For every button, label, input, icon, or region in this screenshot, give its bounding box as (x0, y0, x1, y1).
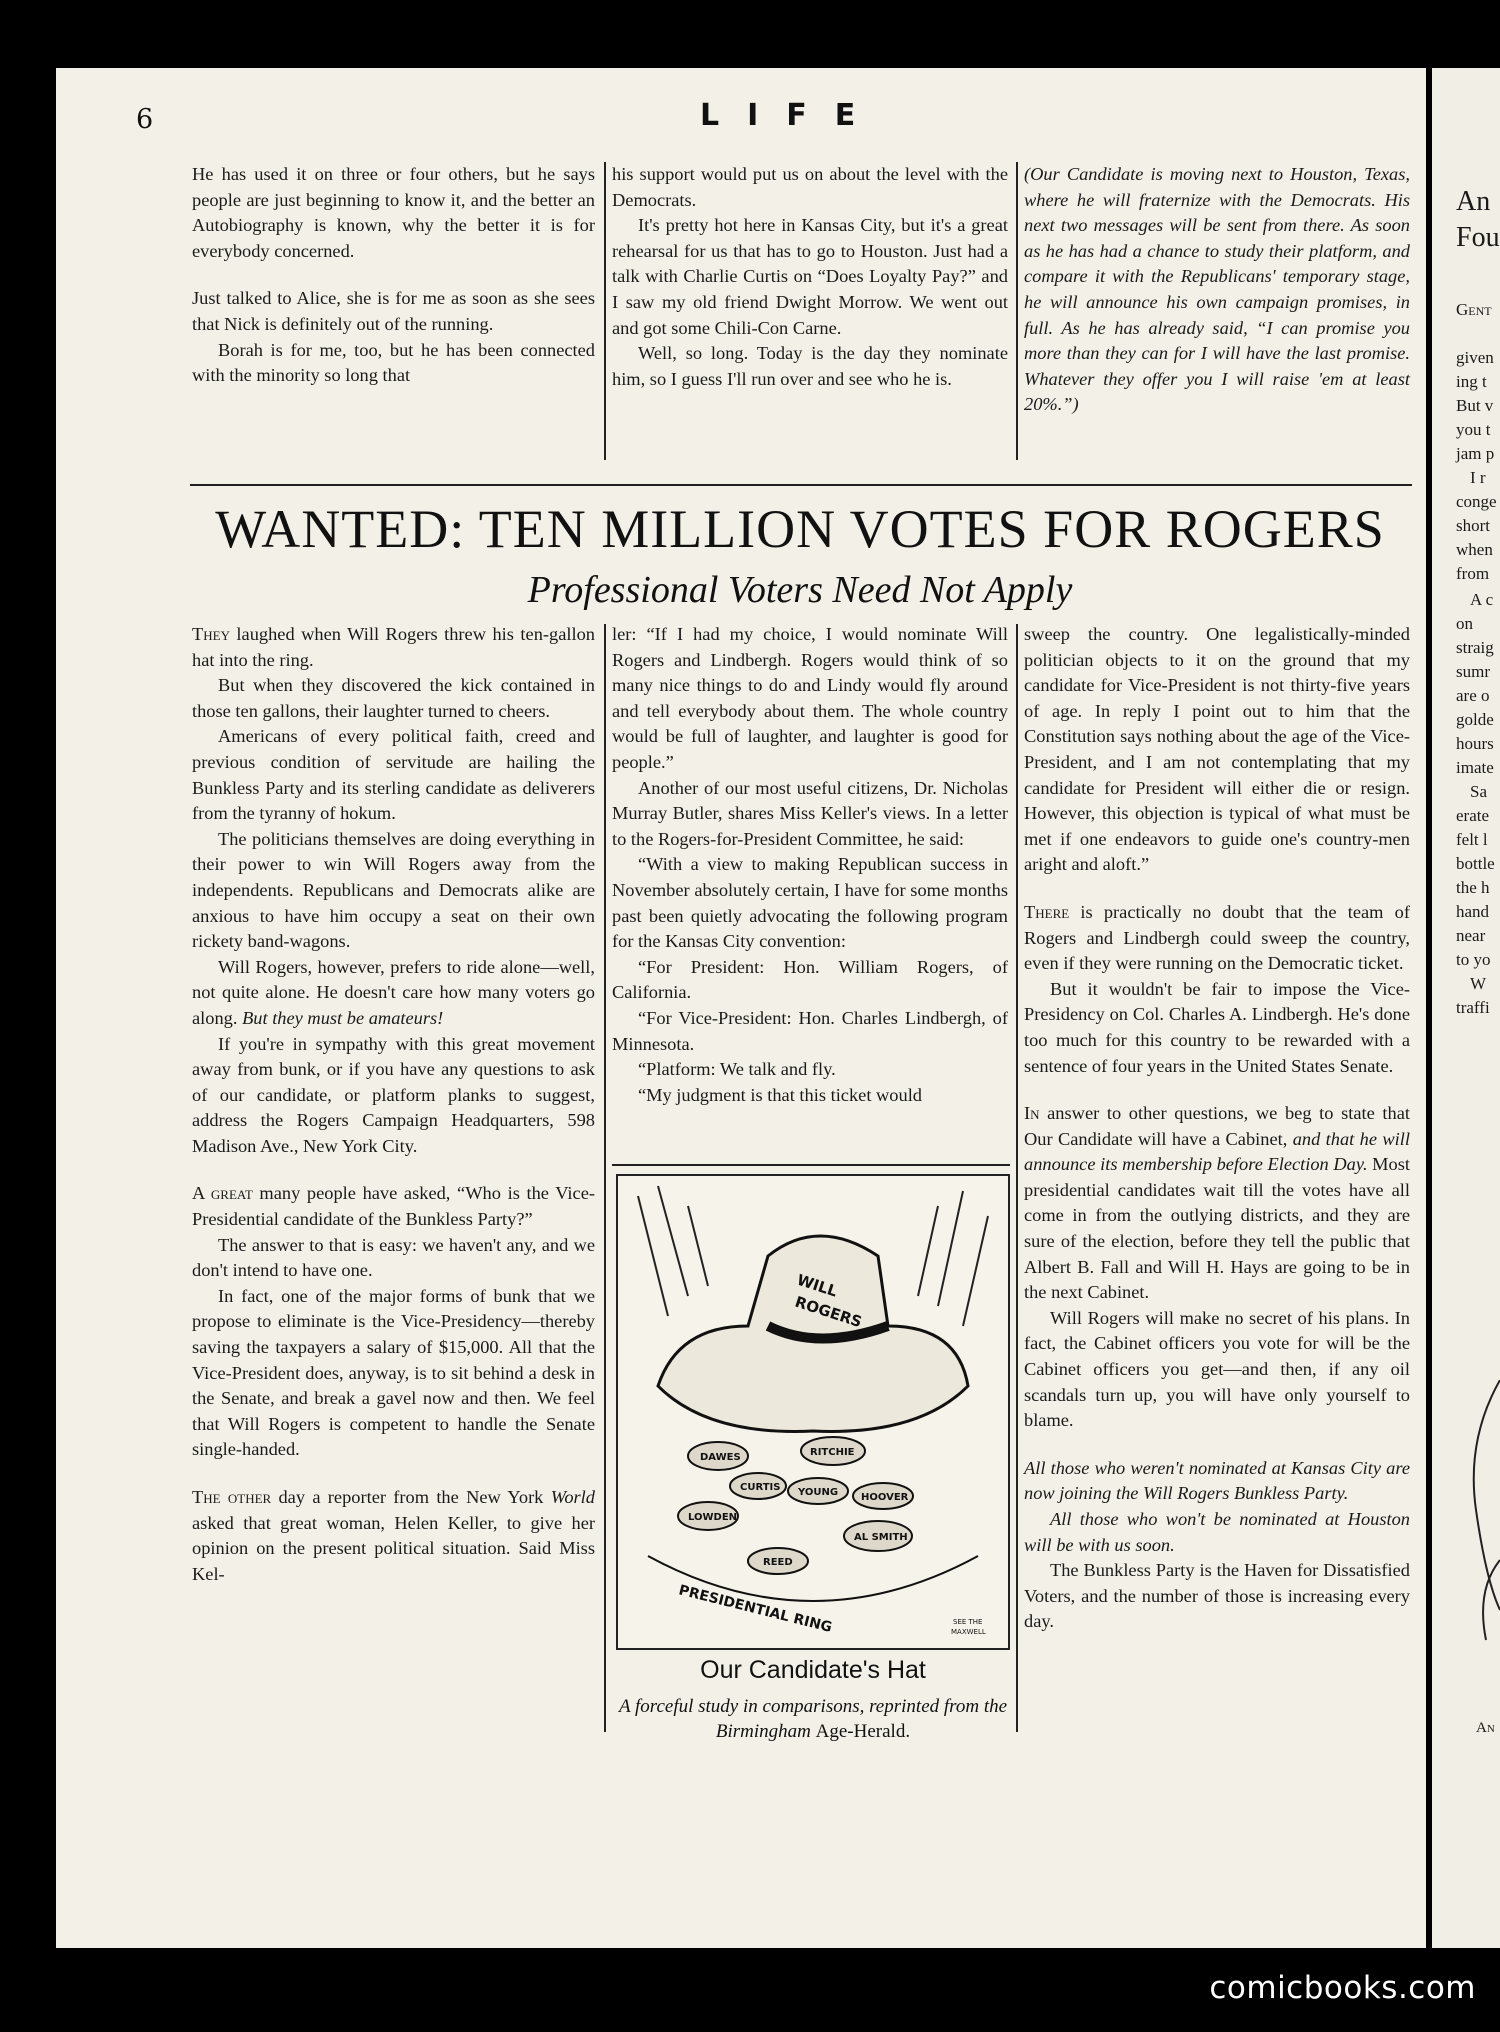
paragraph: In answer to other questions, we beg to state that Our Candidate will have a Cabinet, and that he will announce its membership before Election Day. Most presidential candidates wait till the votes have all come in from the outlying districts, and they are sure of the election, before they tell the public that Albert B. Fall and Will H. Hays are going to be in the next Cabinet. (1024, 1103, 1410, 1303)
right-page-line: Sa (1470, 782, 1487, 801)
small-hat-label: REED (763, 1557, 793, 1568)
cartoon-caption: A forceful study in comparisons, reprinted from the Birmingham Age-Herald. (618, 1696, 1008, 1742)
top-column-2 (612, 162, 1008, 392)
paragraph: Will Rogers will make no secret of his plans. In fact, the Cabinet officers you vote for will be the Cabinet officers you get—and then, if any oil scandals turn up, you will have only yourself to blame. (1024, 1307, 1410, 1431)
top-column-1 (192, 162, 595, 389)
small-hat-label: LOWDEN (688, 1512, 738, 1523)
paragraph: The answer to that is easy: we haven't any, and we don't intend to have one. (192, 1234, 595, 1281)
top-column-3 (1024, 162, 1410, 418)
motion-line (658, 1186, 688, 1296)
paragraph: sweep the country. One legalistically-minded politician objects to it on the ground that my candidate for Vice-President is not thirty-five years of age. In reply I point out to him that the Constitution says nothing about the age of the Vice-President, and I am not contemplating that my candidate for President will either die or resign. However, this objection is typical of what must be met if one endeavors to guide one's country-men aright and aloft.” (1024, 624, 1410, 875)
motion-line (918, 1206, 938, 1296)
right-page-line: hand (1456, 902, 1490, 921)
cartoon-illustration (616, 1174, 1010, 1650)
paragraph: Will Rogers, however, prefers to ride alone—well, not quite alone. He doesn't care how many voters go along. But they must be amateurs! (192, 956, 595, 1028)
cartoon-top-rule (612, 1164, 1010, 1166)
paragraph: “My judgment is that this ticket would (638, 1084, 923, 1105)
small-hat-label: CURTIS (740, 1482, 781, 1493)
paragraph: But when they discovered the kick contained in those ten gallons, their laughter turned to cheers. (192, 675, 595, 721)
motion-line (963, 1216, 988, 1326)
right-page-line: the h (1456, 878, 1490, 897)
article-column-1 (192, 622, 595, 1587)
cartoon-drawing (618, 1176, 1008, 1648)
right-page-line: But v (1456, 396, 1494, 415)
site-watermark: comicbooks.com (1209, 1970, 1476, 2006)
right-page-heading: Fou (1456, 222, 1500, 253)
paragraph: It's pretty hot here in Kansas City, but it's a great rehearsal for us that has to go to Houston. Just had a talk with Charlie Curtis on “Does Loyalty Pay?” and I saw my old friend Dwight Morrow. We went out and got some Chili-Con Carne. (612, 215, 1008, 338)
right-page-line: given (1456, 348, 1494, 367)
column-divider (1016, 624, 1018, 1732)
right-page-line: conge (1456, 492, 1497, 511)
right-page-line: A c (1470, 590, 1494, 609)
paragraph: Americans of every political faith, creed and previous condition of servitude are hailing the Bunkless Party and its sterling candidate as deliverers from the tyranny of hokum. (192, 726, 595, 824)
article-column-3 (1024, 622, 1410, 1635)
hat-label-line2: ROGERS (792, 1292, 865, 1332)
right-page-line: are o (1456, 686, 1490, 705)
paragraph: All those who won't be nominated at Houston will be with us soon. (1024, 1509, 1410, 1555)
small-hat-label: RITCHIE (810, 1447, 855, 1458)
right-page-line: I r (1470, 468, 1486, 487)
paragraph: If you're in sympathy with this great movement away from bunk, or if you have any questions to ask of our candidate, or platform planks to suggest, address the Rogers Campaign Headquarters, 598 Madison Ave., New York City. (192, 1033, 595, 1156)
motion-line (688, 1206, 708, 1286)
paragraph: A great many people have asked, “Who is the Vice-Presidential candidate of the Bunkless Party?” (192, 1183, 595, 1230)
paragraph: “For President: Hon. William Rogers, of California. (612, 956, 1008, 1003)
page-number: 6 (136, 104, 154, 135)
paragraph: Borah is for me, too, but he has been connected with the minority so long that (192, 339, 595, 386)
right-page-line: straig (1456, 638, 1494, 657)
small-hat-label: HOOVER (861, 1492, 909, 1503)
right-page-line: golde (1456, 710, 1494, 729)
right-page-line: felt l (1456, 830, 1488, 849)
lead-word: They (192, 624, 230, 644)
right-page-line: from (1456, 564, 1490, 583)
right-page-line: bottle (1456, 854, 1495, 873)
paragraph: All those who weren't nominated at Kansas City are now joining the Will Rogers Bunkless Party. (1024, 1457, 1410, 1504)
paragraph: They laughed when Will Rogers threw his ten-gallon hat into the ring. (192, 624, 595, 670)
illustration-stroke (1474, 1380, 1500, 1610)
right-page-line: W (1470, 974, 1487, 993)
column-divider (1016, 162, 1018, 460)
right-page-illustration (1456, 1380, 1500, 1680)
right-page-line: ing t (1456, 372, 1487, 391)
lead-word: The other (192, 1487, 272, 1507)
right-page-line: imate (1456, 758, 1494, 777)
paragraph: Just talked to Alice, she is for me as soon as she sees that Nick is definitely out of the running. (192, 288, 595, 334)
article-headline: WANTED: TEN MILLION VOTES FOR ROGERS (215, 499, 1385, 559)
section-divider (190, 484, 1412, 486)
motion-line (938, 1191, 963, 1306)
motion-line (638, 1196, 668, 1316)
right-page-line: when (1456, 540, 1493, 559)
ring-label: PRESIDENTIAL RING (677, 1582, 834, 1636)
small-hat-label: AL SMITH (854, 1532, 908, 1543)
right-page-caption: An (1476, 1720, 1495, 1736)
lead-word: There (1024, 901, 1070, 922)
artist-signature-2: MAXWELL (951, 1628, 986, 1636)
article-subheadline: Professional Voters Need Not Apply (527, 569, 1073, 611)
right-page-line: near (1456, 926, 1486, 945)
paragraph: “Platform: We talk and fly. (638, 1059, 836, 1080)
right-page-line: hours (1456, 734, 1494, 753)
magazine-title: LIFE (700, 98, 884, 133)
right-page-line: jam p (1456, 444, 1495, 463)
paragraph: In fact, one of the major forms of bunk that we propose to eliminate is the Vice-Presidency—thereby saving the taxpayers a salary of $15,000. All that the Vice-President does, anyway, is to sit behind a desk in the Senate, and break a gavel now and then. We feel that Will Rogers is competent to handle the Senate single-handed. (192, 1285, 595, 1460)
cartoon-caption-title: Our Candidate's Hat (700, 1656, 926, 1684)
right-page-salutation: Gent (1456, 300, 1492, 319)
right-page-line: erate (1456, 806, 1490, 825)
candidate-note: (Our Candidate is moving next to Houston, Texas, where he will fraternize with the Democrats. His next two messages will be sent from there. As soon as he has had a chance to study their platform, and compare it with the Republicans' temporary stage, he will announce his own campaign promises, in full. As he has already said, “I can promise you more than they can for I will have the last promise. Whatever they offer you I will raise 'em at least 20%.”) (1024, 164, 1410, 415)
paragraph: “With a view to making Republican success in November absolutely certain, I have for some months past been quietly advocating the following program for the Kansas City convention: (612, 854, 1008, 952)
paragraph: But it wouldn't be fair to impose the Vice-Presidency on Col. Charles A. Lindbergh. He's done too much for this country to be rewarded with a sentence of four years in the United States Senate. (1024, 978, 1410, 1076)
column-divider (604, 624, 606, 1732)
right-page-line: to yo (1456, 950, 1491, 969)
paragraph: The other day a reporter from the New York World asked that great woman, Helen Keller, to give her opinion on the present political situation. Said Miss Kel- (192, 1487, 595, 1584)
hat-label-line1: WILL (794, 1270, 840, 1301)
right-page-line: sumr (1456, 662, 1490, 681)
column-divider (604, 162, 606, 460)
artist-signature-1: SEE THE (953, 1618, 983, 1626)
lead-word: A great (192, 1183, 253, 1204)
right-page-line: on (1456, 614, 1473, 633)
right-page-line: short (1456, 516, 1490, 535)
paragraph: his support would put us on about the level with the Democrats. (612, 164, 1008, 210)
small-hat-label: DAWES (700, 1452, 741, 1463)
paragraph: He has used it on three or four others, but he says people are just beginning to know it, and the better an Autobiography is known, why the better it is for everybody concerned. (192, 164, 595, 261)
right-page-line: you t (1456, 420, 1491, 439)
paragraph: There is practically no doubt that the team of Rogers and Lindbergh could sweep the country, even if they were running on the Democratic ticket. (1024, 901, 1410, 974)
illustration-stroke (1483, 1560, 1500, 1640)
small-hat-label: YOUNG (798, 1487, 839, 1498)
paragraph: Well, so long. Today is the day they nominate him, so I guess I'll run over and see who he is. (612, 343, 1008, 389)
article-column-2 (612, 622, 1008, 1108)
paragraph: The Bunkless Party is the Haven for Dissatisfied Voters, and the number of those is increasing every day. (1024, 1560, 1410, 1632)
paragraph: The politicians themselves are doing everything in their power to win Will Rogers away from the independents. Republicans and Democrats alike are anxious to have him occupy a seat on their own rickety band-wagons. (192, 828, 595, 952)
paragraph: ler: “If I had my choice, I would nominate Will Rogers and Lindbergh. Rogers would think of so many nice things to do and Lindy would fly around and tell everybody about them. The whole country would be full of laughter, and laughter is good for people.” (612, 624, 1008, 772)
right-page-line: traffi (1456, 998, 1490, 1017)
paragraph: “For Vice-President: Hon. Charles Lindbergh, of Minnesota. (612, 1007, 1008, 1054)
right-page-heading: An (1456, 186, 1491, 217)
paragraph: Another of our most useful citizens, Dr. Nicholas Murray Butler, shares Miss Keller's views. In a letter to the Rogers-for-President Committee, he said: (612, 777, 1008, 849)
lead-word: In (1024, 1103, 1040, 1124)
